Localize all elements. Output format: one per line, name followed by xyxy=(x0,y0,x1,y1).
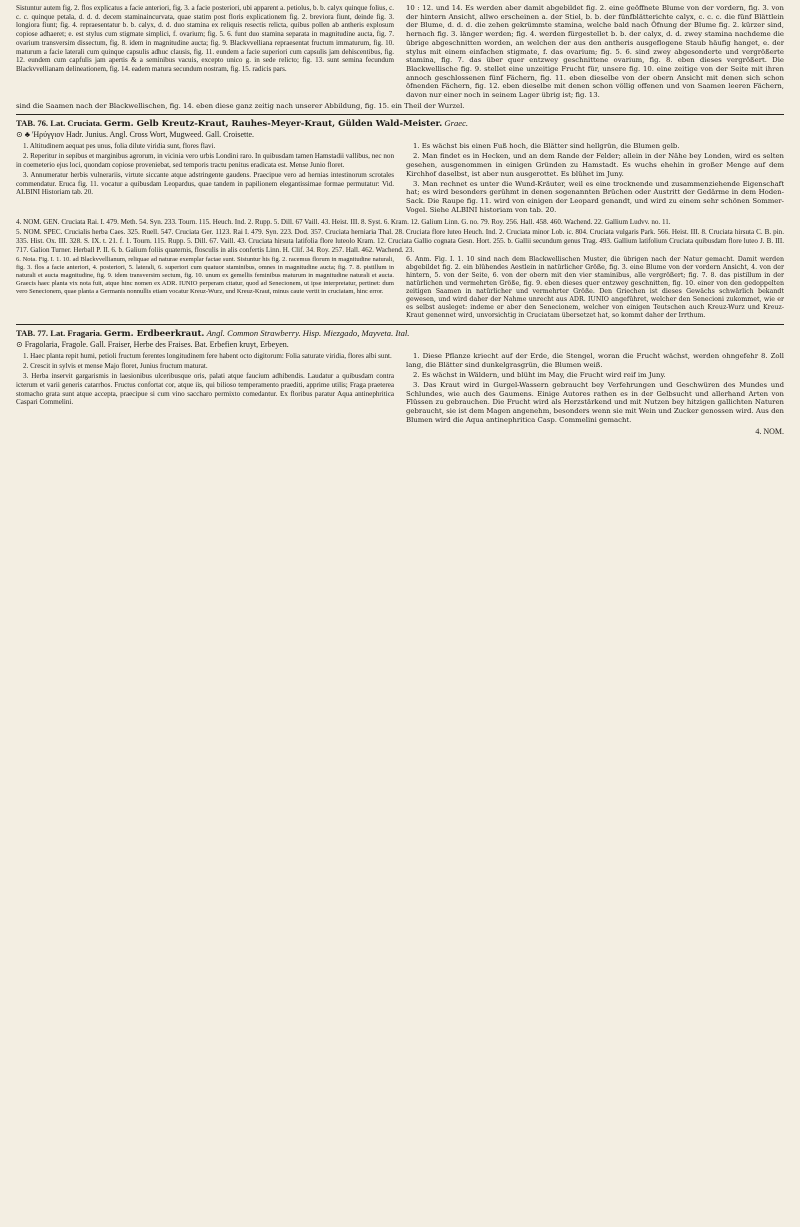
tab-76-symbol-line: ⊙ ♣ 'Ηρύγγιον Hadr. Junius. Angl. Cross Wort, Mugweed. Gall. Croisette. xyxy=(16,129,255,139)
tab-77-heading xyxy=(16,328,784,340)
plate-explanation-section xyxy=(16,4,784,100)
tab-76-latin-para-1: 1. Altitudinem aequat pes unus, folia dilute viridia sunt, flores flavi. xyxy=(23,141,216,150)
tab-76-latin-para-3: 3. Annumeratur herbis vulnerariis, virtute siccante atque adstringente gaudens. Praecipue vero ad hernias intestinorum scrotales commendatur. Eruca fig. 11. vocatur a quibusdam Leopardus, quae tandem in papilionem elegantissimae formae permutatur: Vid. ALBINI Historiam tab. 20. xyxy=(16,171,394,197)
tab-77-latin-column xyxy=(16,352,394,426)
tab-77-symbol-line: ⊙ Fragolaria, Fragole. Gall. Fraiser, Herbe des Fraises. Bat. Erbefien kruyt, Erbeyen. xyxy=(16,339,289,349)
tab-76-nom-gen: 4. NOM. GEN. Cruciata Rai. I. 479. Meth. 54. Syn. 233. Tourn. 115. Heuch. Ind. 2. Rupp. 5. Dill. 67 Vaill. 43. Heist. III. 8. Syst. 6. Kram. 12. Galium Linn. G. no. 79. Roy. 256. Hall. 458. 460. Wachend. 22. Gallium Ludvv. no. 11. xyxy=(16,218,671,227)
tab-76-german-para-2: 2. Man findet es in Hecken, und an dem Rande der Felder; allein in der Nähe bey Londen, wird es selten gesehen, ausgenommen in einigen Gründen zu Hamstadt. Es wuchs ehehin in großer Menge auf dem Kirchhof daselbst, ist aber nun ausgerottet. Es blühet im Juny. xyxy=(406,152,784,178)
divider-tab76 xyxy=(16,114,784,115)
tab-77-heading-german: Germ. Erdbeerkraut. xyxy=(104,329,205,340)
tab-76-latin-column xyxy=(16,142,394,216)
tab-77-german-column xyxy=(406,352,784,426)
bridge-text: sind die Saamen nach der Blackwellischen, fig. 14. eben diese ganz zeitig nach unserer Abbildung, fig. 15. ein Theil der Wurzel. xyxy=(16,101,465,110)
tab-76-note-german: 6. Anm. Fig. I. 1. 10 sind nach dem Blackwellischen Muster, die übrigen nach der Natur gemacht. Damit werden abgebildet fig. 2. ein blühendes Aestlein in natürlicher Größe, fig. 3. eine Blume von der vordern Ansicht, 4. von der hintern, 5. von der Seite, 6. von der obern mit den vier staminibus, alle vergrößert; fig. 7. 8. das pistillum in der natürlichen und vermehrten Größe, fig. 9. eben dieses quer entzwey geschnitten, fig. 10. einer von den gedoppelten zeitigen Saamen in natürlicher und vermehrter Größe. Den Griechen ist dieses Gewächs schwärlich bekandt gewesen, und wird daher der Nahme unrecht aus ADR. IUNIO angeführet, welcher den Senecioni zukommet, wie er es selbst ausleget: indeme er aber den Senecionem, welcher von einigen Teutschen auch Kreuz-Wurz und Kreuz-Kraut genennet wird, unvorsichtig in Cruciatam übersetzet hat, so kommt daher der Irrthum. xyxy=(406,256,784,320)
tab-76-body xyxy=(16,142,784,216)
tab-77-latin-para-2: 2. Crescit in sylvis et mense Majo floret, Junius fructum maturat. xyxy=(23,362,208,371)
tab-76-heading xyxy=(16,118,784,130)
tab-76-section xyxy=(16,118,784,320)
tab-77-latin-para-1: 1. Haec planta repit humi, petioli fructum ferentes longitudinem fere habent octo digitorum: Folia saturate viridia, flores albi sunt. xyxy=(23,351,392,360)
book-page xyxy=(16,4,784,1223)
latin-figure-explanation: Sistuntur autem fig. 2. flos explicatus a facie anteriori, fig. 3. a facie posteriori, ubi apparent a. petiolus, b. b. calyx quinque folius, c. c. c. quinque petala, d. d. d. decem staminaincurvata, quae statim post floris explicationem fig. 2. breviora fiunt, deinde fig. 3. longiora fiunt; fig. 4. repraesentatur b. b. calyx, d. d. duo stamina ex reliquis resectis relicta, quibus pollen ab antheris explosum copiose adhaeret; e. est stylus cum stigmate simplici, f. ovarium; fig. 5. 6. funt duo stamina separata in magnitudine aucta, fig. 7. ovarium transversim dissectum, fig. 8. idem in magnitudine aucta; fig. 9. Blackvvelliana repraesentat fructum immaturum, fig. 10. maturum a facie laterali cum quinque capsulis adhuc clausis, fig. 11. eundem a facie superiori cum capsulis jam dehiscentibus, fig. 12. eundem cum capfulis jam apertis & a seminibus vacuis, excepto unico g. in sede relicto; fig. 13. sunt semina fecundum Blackvvellianam delineationem, fig. 14. eadem matura secundum nostram, fig. 15. radicis pars. xyxy=(16,4,394,73)
tab-77-section xyxy=(16,328,784,436)
tab-76-latin-para-2: 2. Reperitur in sepibus et marginibus agrorum, in vicinia vero urbis Londini raro. In quibusdam tamen Hamstadii vallibus, nec non in coemeterio ejus loci, quondam copiose proveniebat, sed temporis tractu penitus eradicata est. Mense Junio floret. xyxy=(16,152,394,169)
tab-77-heading-rest: Angl. Common Strawberry. Hisp. Miezgado, Mayveta. Ital. xyxy=(206,328,410,339)
tab-76-german-para-3: 3. Man rechnet es unter die Wund-Kräuter, weil es eine trocknende und zusammenziehende Eigenschaft hat; es wird besonders gerühmt in denen sogenannten Brüchen oder Austritt der Gedärme in dem Hoden-Sack. Die Raupe fig. 11. wird von einigen der Leopard genandt, und wird zu einem sehr schönen Sommer-Vogel. Siehe ALBINI historiam von tab. 20. xyxy=(406,179,784,214)
bridge-line xyxy=(16,102,784,111)
german-figure-explanation: 10 : 12. und 14. Es werden aber damit abgebildet fig. 2. eine geöffnete Blume von der vordern, fig. 3. von der hintern Ansicht, allwo erscheinen a. der Stiel, b. b. der fünfblätterichte calyx, c. c. c. die fünf Blättlein der Blume, d. d. d. die zehen gekrümmte stamina, welche bald nach Öfnung der Blume fig. 2. kürzer sind, hernach fig. 3. länger werden; fig. 4. werden fürgestellet b. b. der calyx, d. d. zwey stamina nachdeme die übrige abgeschnitten worden, an welchen der aus den antheris ausgeflogene Staub häufig hanget, e. der stylus mit einem einfachen stigmate, f. das ovarium; fig. 5. 6. sind zwey abgesonderte und vergrößerte stamina, fig. 7. das über quer entzwey geschnittene ovarium, fig. 8. eben dieses vergrößert. Die Blackwellische fig. 9. stellet eine unzeitige Frucht für, unsere fig. 10. eine zeitige von der Seite mit ihren annoch geschlossenen fünf Fächern, fig. 11. eben dieselbe von der obern Ansicht mit denen sich schon öfnenden Fächern, fig. 12. eben dieselbe mit denen schon völlig offenen und von Saamen leeren Fächern, davon nur einer noch in seinem Lager übrig ist; fig. 13. xyxy=(406,4,784,100)
tab-76-heading-german: Germ. Gelb Kreutz-Kraut, Rauhes-Meyer-Kraut, Gülden Wald-Meister. xyxy=(104,119,443,130)
tab-76-nom-spec: 5. NOM. SPEC. Crucialis herba Caes. 325. Ruell. 547. Cruciata Ger. 1123. Rai I. 479. Syn. 223. Dod. 357. Cruciata herniaria Thal. 28. Cruciata flore luteo Heuch. Ind. 2. Cruciata minor Lob. ic. 804. Cruciata vulgaris Park. 566. Heist. III. 8. Cruciata hirsuta C. B. pin. 335. Hist. Ox. III. 328. S. IX. t. 21. f. 1. Tourn. 115. Rupp. 5. Dill. 67. Vaill. 43. Cruciata hirsuta latifolia flore luteolo Kram. 12. Cruciata Gallio cognata Gesn. Hort. 255. b. Gallii secundum genus Trag. 493. Gallium latifolium Cruciata quibusdam flore luteo J. B. III. 717. Galion Turner. Herball P. II. 6. b. Galium foliis quaternis, flosculis in alis confertis Linn. H. Clif. 34. Roy. 257. Hall. 462. Wachend. 23. xyxy=(16,228,784,254)
divider-tab77 xyxy=(16,324,784,325)
tab-77-german-para-3: 3. Das Kraut wird in Gurgel-Wassern gebraucht bey Verfehrungen und Geschwüren des Mundes und Schlundes, wie auch des Gaumens. Einige Autores rathen es in der Gelbsucht und allerhand Arten von Flüssen zu gebrauchen. Die Frucht wird als Herzstärkend und mit Nutzen bey hitzigen gallichten Naturen gebraucht, sie ist dem Magen angenehm, besonders wenn sie mit Wein und Zucker genossen wird. Aus den Blumen wird die Aqua antinephritica Casp. Commelini gemacht. xyxy=(406,380,784,424)
catchword: 4. NOM. xyxy=(755,427,784,436)
tab-77-german-para-2: 2. Es wächst in Wäldern, und blüht im May, die Frucht wird reif im Juny. xyxy=(413,370,666,379)
tab-77-heading-latin: TAB. 77. Lat. Fragaria. xyxy=(16,328,103,339)
tab-76-german-para-1: 1. Es wächst bis einen Fuß hoch, die Blätter sind hellgrün, die Blumen gelb. xyxy=(413,141,680,150)
tab-77-latin-para-3: 3. Herba inservit gargarismis in laesionibus ulceribusque oris, palati atque faucium adhibendis. Laudatur a quibusdam contra icterum et varii generis catarrhos. Fructus confortat cor, atque iis, qui bilioso temperamento praediti, apprime utilis; Fraga praeterea stomacho grata sunt atque accepta, praecipue si cum vino saccharo permixto comedantur. Ex floribus paratur Aqua antinephritica Caspari Commelini. xyxy=(16,372,394,407)
tab-76-synonymy xyxy=(16,218,784,254)
tab-76-note-latin: 6. Nota. Fig. I. 1. 10. ad Blackvvellianum, reliquae ad naturae exemplar factae sunt. Sistuntur his fig. 2. racemus florum in magnitudine naturali, fig. 3. flos a facie anteriori, 4. posteriori, 5. laterali, 6. superiori cum quatuor staminibus, omnes in magnitudine aucta; fig. 7. 8. pistillum in naturali et aucta magnitudine, fig. 9. idem transversim sectum, fig. 10. unum ex gemellis feminibus maturum in magnitudine naturali et aucta. Graecis haec planta vix nota fuit, atque hinc nomen ex ADR. IUNIO perperam citatur, quod ad Senecionem, ut ipse interpretatur, pertinet: dum vero Senecionem, quae planta a Germanis nonnullis etiam vocatur Kreuz-Wurz, und Kreuz-Kraut, minus caute vertit in cruciatam, hinc error. xyxy=(16,256,394,296)
tab-77-body xyxy=(16,352,784,426)
tab-76-heading-latin: TAB. 76. Lat. Cruciata. xyxy=(16,118,103,129)
tab-76-heading-greek: Graec. xyxy=(444,118,469,129)
tab-76-notes xyxy=(16,256,784,320)
tab-76-german-column xyxy=(406,142,784,216)
tab-77-german-para-1: 1. Diese Pflanze kriecht auf der Erde, die Stengel, woran die Frucht wächst, werden ohngefehr 8. Zoll lang, die Blätter sind dunkelgrasgrün, die Blumen weiß. xyxy=(406,351,784,369)
